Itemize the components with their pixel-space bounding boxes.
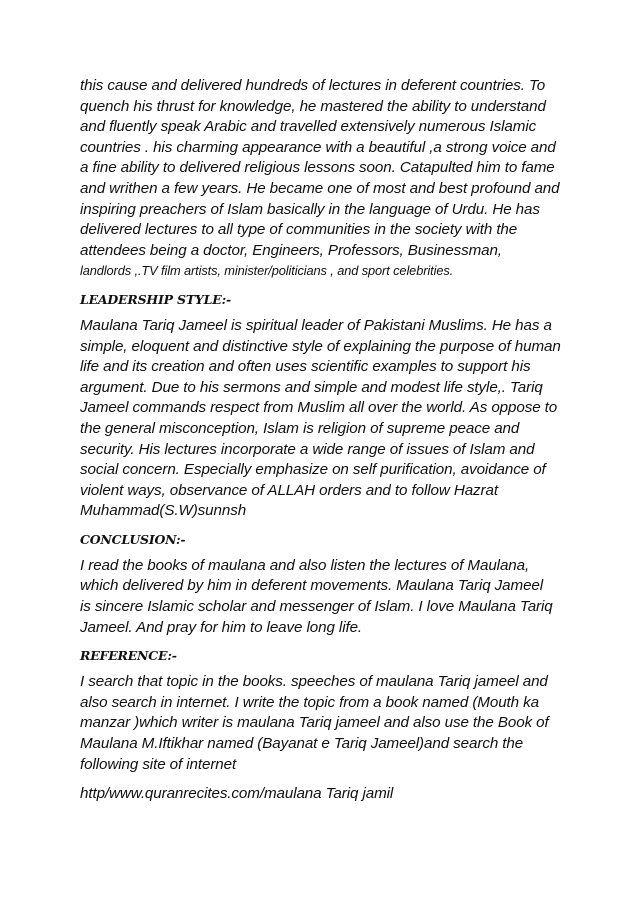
conclusion-line: I read the books of maulana and also listen the lectures of Maulana, [80, 556, 530, 574]
leadership-paragraph [80, 316, 570, 522]
intro-line: delivered lectures to all type of communities in the society with the [80, 221, 518, 239]
leadership-line: life and its creation and often uses scientific examples to support his [80, 358, 531, 376]
intro-line: and fluently speak Arabic and travelled extensively numerous Islamic [80, 118, 537, 136]
reference-line: I search that topic in the books. speeches of maulana Tariq jameel and [80, 673, 548, 691]
conclusion-line: is sincere Islamic scholar and messenger of Islam. I love Maulana Tariq [80, 598, 553, 616]
reference-link: http/www.quranrecites.com/maulana Tariq jamil [80, 785, 394, 803]
intro-line: this cause and delivered hundreds of lectures in deferent countries. To [80, 77, 546, 94]
leadership-line: Jameel commands respect from Muslim all over the world. As oppose to [80, 399, 558, 417]
leadership-line: violent ways, observance of ALLAH orders and to follow Hazrat [80, 481, 498, 499]
leadership-heading: LEADERSHIP STYLE:- [80, 291, 231, 307]
leadership-line: security. His lectures incorporate a wide range of issues of Islam and [80, 440, 535, 458]
intro-line: quench his thrust for knowledge, he mastered the ability to understand [80, 97, 546, 115]
leadership-line: Maulana Tariq Jameel is spiritual leader of Pakistani Muslims. He has a [80, 316, 552, 334]
intro-line: and writhen a few years. He became one of most and best profound and [80, 179, 560, 197]
reference-line: also search in internet. I write the topic from a book named (Mouth ka [80, 693, 539, 711]
intro-line: landlords ,.TV film artists, minister/politicians , and sport celebrities. [80, 263, 454, 279]
reference-line: following site of internet [80, 755, 237, 773]
leadership-line: simple, eloquent and distinctive style of explaining the purpose of human [80, 337, 561, 355]
conclusion-paragraph [80, 556, 570, 638]
intro-line: a fine ability to delivered religious lessons soon. Catapulted him to fame [80, 159, 555, 177]
leadership-line: argument. Due to his sermons and simple and modest life style,. Tariq [80, 378, 543, 396]
conclusion-heading: CONCLUSION:- [80, 531, 186, 547]
reference-line: manzar )which writer is maulana Tariq jameel and also use the Book of [80, 714, 549, 732]
leadership-line: Muhammad(S.W)sunnsh [80, 502, 247, 520]
intro-line: inspiring preachers of Islam basically in the language of Urdu. He has [80, 200, 540, 218]
reference-link-paragraph [80, 784, 570, 805]
reference-heading: REFERENCE:- [80, 648, 177, 664]
intro-line: attendees being a doctor, Engineers, Professors, Businessman, [80, 241, 502, 259]
conclusion-line: Jameel. And pray for him to leave long life. [80, 618, 363, 636]
reference-paragraph [80, 672, 570, 775]
intro-line: countries . his charming appearance with a beautiful ,a strong voice and [80, 138, 556, 156]
intro-paragraph [80, 76, 570, 282]
reference-line: Maulana M.Iftikhar named (Bayanat e Tariq Jameel)and search the [80, 735, 524, 753]
leadership-line: the general misconception, Islam is religion of supreme peace and [80, 419, 520, 437]
conclusion-line: which delivered by him in deferent movements. Maulana Tariq Jameel [80, 577, 544, 595]
leadership-line: social concern. Especially emphasize on self purification, avoidance of [80, 461, 546, 479]
document-page [80, 76, 570, 805]
